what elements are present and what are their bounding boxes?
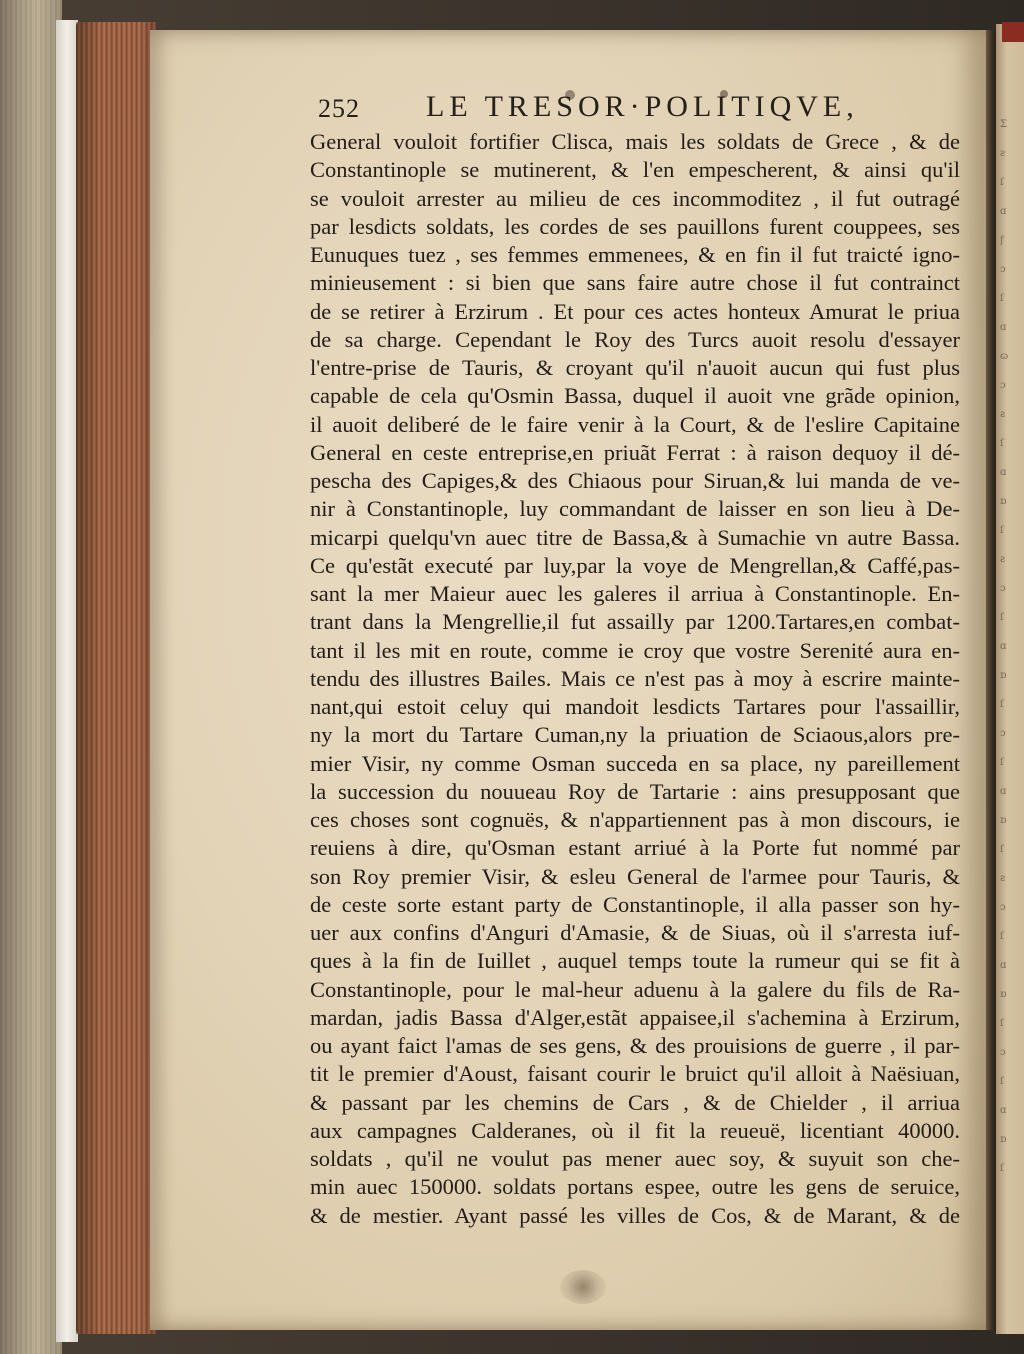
- text-line: Constantinople se mutinerent, & l'en empescherent, & ainsi qu'il: [310, 157, 960, 183]
- text-line: sant la mer Maieur auec les galeres il arriua à Constantinople. En-: [310, 581, 960, 606]
- text-line: il auoit deliberé de le faire venir à la Court, & de l'eslire Capitaine: [310, 411, 960, 437]
- text-line: ces choses sont cognuës, & n'appartiennent pas à mon discours, ie: [310, 807, 960, 832]
- text-line: soldats , qu'il ne voulut pas mener auec soy, & suyuit son che-: [310, 1146, 960, 1171]
- page-number: 252: [318, 94, 360, 123]
- text-line: ques à la fin de Iuillet , auquel temps toute la rumeur qui se fit à: [310, 948, 960, 974]
- text-line: tant il les mit en route, comme ie croy que vostre Serenité aura en-: [310, 637, 960, 663]
- text-line: General en ceste entreprise,en priuãt Ferrat : à raison dequoy il dé-: [310, 439, 960, 465]
- facing-page-fragments: Ʃ ƨ ſ ɑ ƒ ɔ ſ ɑ ɷ ɔ ƨ ſ ɑ ɒ ſ ƨ ɔ ſ ɑ ɒ ſ ɔ ſ ɑ ɒ ſ ƨ ɔ ſ ɑ ɒ ſ ɔ ſ ɑ ɒ ſ: [1000, 119, 1009, 1174]
- text-line: ou ayant faict l'amas de ses gens, & des prouisions de guerre , il par-: [310, 1033, 960, 1058]
- text-line: tendu des illustres Bailes. Mais ce n'est pas à moy à escrire mainte-: [310, 665, 960, 691]
- text-line: son Roy premier Visir, & esleu General de l'armee pour Tauris, &: [310, 863, 960, 889]
- text-line: General vouloit fortifier Clisca, mais les soldats de Grece , & de: [310, 129, 960, 154]
- text-line: micarpi quelqu'vn auec titre de Bassa,& à Sumachie vn autre Bassa.: [310, 524, 960, 550]
- text-line: aux campagnes Calderanes, où il fit la reueuë, licentiant 40000.: [310, 1117, 960, 1143]
- page-block-edges: [76, 22, 156, 1334]
- flyleaf-edge: [56, 20, 78, 1342]
- body-text: [310, 128, 960, 1230]
- facing-page-rubric: [1002, 22, 1024, 42]
- text-line: de se retirer à Erzirum . Et pour ces actes honteux Amurat le priua: [310, 298, 960, 324]
- text-line: capable de cela qu'Osmin Bassa, duquel il auoit vne grãde opinion,: [310, 383, 960, 409]
- text-line: uer aux confins d'Anguri d'Amasie, & de Siuas, où il s'arresta iuf-: [310, 920, 960, 945]
- page-header: [318, 90, 918, 130]
- text-line: reuiens à dire, qu'Osman estant arriué à la Porte fut nommé par: [310, 835, 960, 861]
- text-line: de sa charge. Cependant le Roy des Turcs auoit resolu d'essayer: [310, 326, 960, 352]
- text-line: nant,qui estoit celuy qui mandoit lesdicts Tartares pour l'assaillir,: [310, 694, 960, 719]
- text-line: mardan, jadis Bassa d'Alger,estãt appaisee,il s'achemina à Erzirum,: [310, 1004, 960, 1030]
- text-line: mier Visir, ny comme Osman succeda en sa place, ny pareillement: [310, 750, 960, 776]
- text-line: Eunuques tuez , ses femmes emmenees, & en fin il fut traicté igno-: [310, 242, 960, 267]
- text-line: & passant par les chemins de Cars , & de Chielder , il arriua: [310, 1089, 960, 1115]
- text-line: Constantinople, pour le mal-heur aduenu à la galere du fils de Ra-: [310, 976, 960, 1002]
- text-line: l'entre-prise de Tauris, & croyant qu'il n'auoit aucun qui fust plus: [310, 355, 960, 380]
- text-line: se vouloit arrester au milieu de ces incommoditez , il fut outragé: [310, 185, 960, 211]
- text-line: tit le premier d'Aoust, faisant courir le bruict qu'il alloit à Naësiuan,: [310, 1061, 960, 1087]
- running-title: LE TRESOR·POLITIQVE,: [426, 90, 859, 123]
- text-line: trant dans la Mengrellie,il fut assailly par 1200.Tartares,en combat-: [310, 609, 960, 635]
- text-line: pescha des Capiges,& des Chiaous pour Siruan,& lui manda de ve-: [310, 468, 960, 493]
- book-gutter: [986, 30, 996, 1330]
- text-line: Ce qu'estãt executé par luy,par la voye de Mengrellan,& Caffé,pas-: [310, 552, 960, 578]
- text-line: par lesdicts soldats, les cordes de ses pauillons furent couppees, ses: [310, 213, 960, 239]
- text-line: & de mestier. Ayant passé les villes de Cos, & de Marant, & de: [310, 1202, 960, 1228]
- text-line: la succession du nouueau Roy de Tartarie : ains presupposant que: [310, 778, 960, 804]
- text-line: minieusement : si bien que sans faire autre chose il fut contrainct: [310, 270, 960, 296]
- text-line: de ceste sorte estant party de Constantinople, il alla passer son hy-: [310, 891, 960, 917]
- text-line: min auec 150000. soldats portans espee, outre les gens de seruice,: [310, 1174, 960, 1200]
- book-cover-edge: [0, 0, 62, 1354]
- text-line: nir à Constantinople, luy commandant de laisser en son lieu à De-: [310, 496, 960, 522]
- text-line: ny la mort du Tartare Cuman,ny la priuation de Sciaous,alors pre-: [310, 722, 960, 748]
- ink-stain: [560, 1270, 606, 1304]
